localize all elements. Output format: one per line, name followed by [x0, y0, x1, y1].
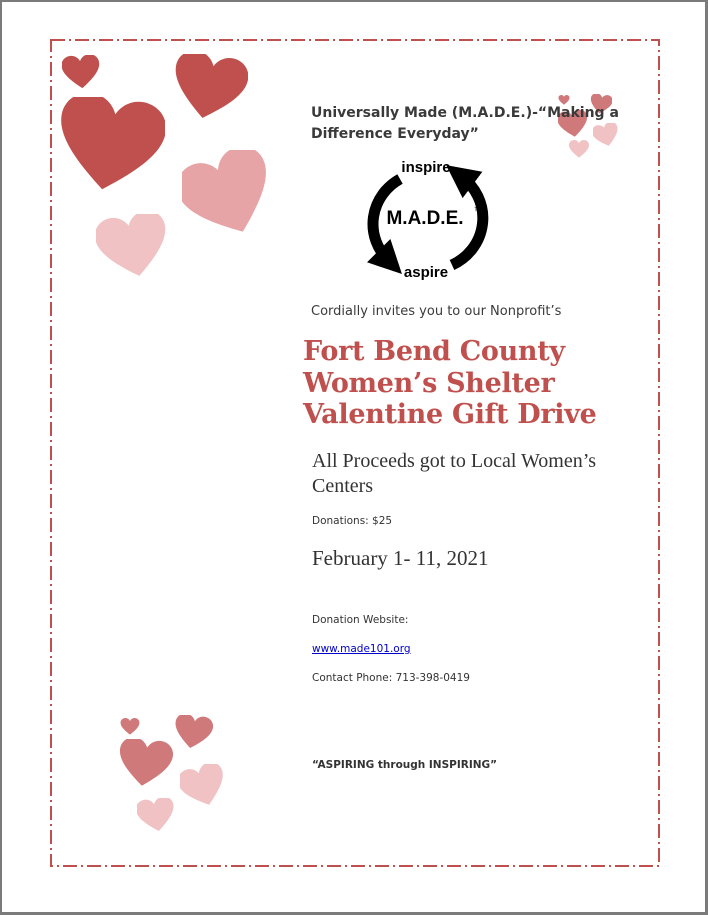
proceeds-line-1: All Proceeds got to Local Women’s — [312, 450, 597, 472]
heart-icon — [173, 715, 213, 749]
organization-line-2: Difference Everyday” — [311, 126, 479, 142]
organization-heading — [311, 103, 631, 145]
event-title — [303, 336, 683, 431]
heart-icon — [96, 214, 170, 278]
proceeds-line-2: Centers — [312, 475, 374, 497]
event-title-line-1: Fort Bend County — [303, 336, 565, 367]
event-title-line-3: Valentine Gift Drive — [303, 399, 597, 430]
donations-amount: Donations: $25 — [312, 515, 393, 527]
tagline: “ASPIRING through INSPIRING” — [312, 759, 498, 771]
event-dates: February 1- 11, 2021 — [312, 546, 489, 570]
proceeds-text — [312, 449, 652, 499]
logo-inspire-text: inspire — [401, 159, 451, 176]
event-title-line-2: Women’s Shelter — [303, 367, 555, 399]
heart-icon — [117, 739, 173, 787]
logo-trademark: TM — [474, 207, 482, 213]
logo-center-text: M.A.D.E. — [386, 208, 464, 229]
heart-icon — [137, 798, 175, 832]
heart-icon — [120, 718, 140, 735]
invite-line: Cordially invites you to our Nonprofit’s — [311, 304, 562, 319]
logo-aspire-text: aspire — [403, 264, 449, 281]
heart-icon — [55, 97, 165, 192]
website-link[interactable]: www.made101.org — [312, 643, 411, 655]
contact-phone: Contact Phone: 713-398-0419 — [312, 672, 470, 684]
heart-icon — [170, 54, 248, 120]
website-label: Donation Website: — [312, 614, 409, 626]
heart-icon — [180, 764, 226, 808]
heart-icon — [182, 150, 274, 240]
heart-icon — [62, 55, 100, 89]
made-logo — [356, 155, 494, 283]
organization-line-1: Universally Made (M.A.D.E.)-“Making a — [311, 105, 619, 121]
document-page — [2, 2, 705, 912]
